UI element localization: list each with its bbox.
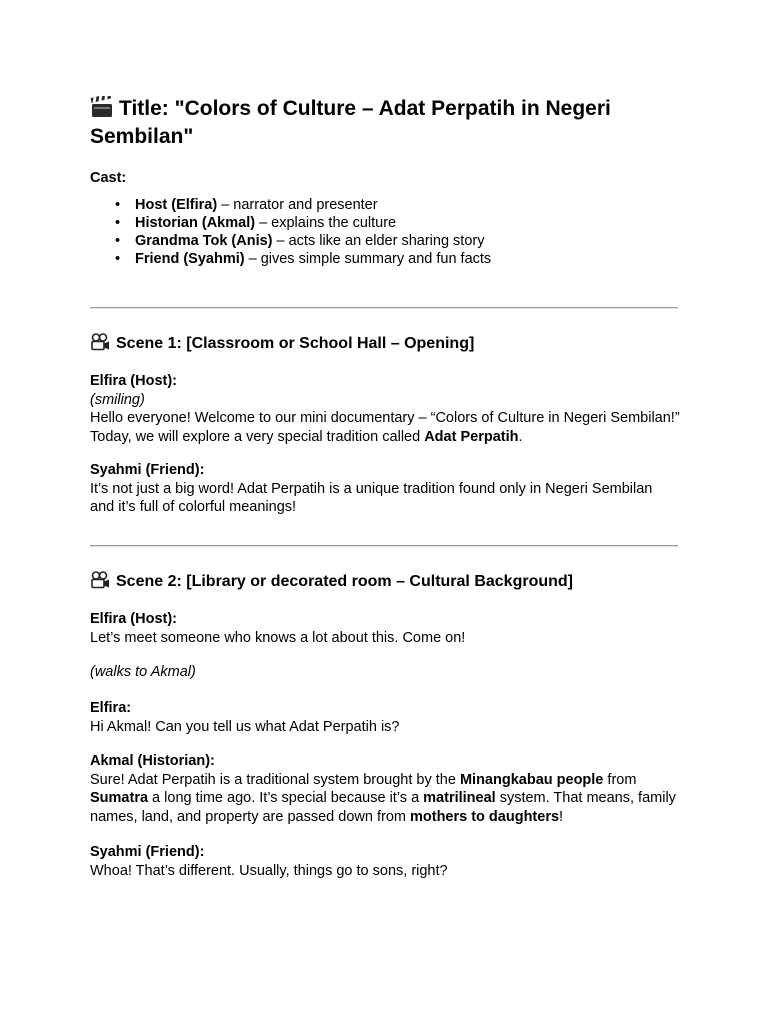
dialogue-syahmi-friend bbox=[90, 461, 680, 517]
speaker-label: Syahmi (Friend): bbox=[90, 462, 205, 478]
dialogue-text-part: system. That means, family names, land, and property are passed down from bbox=[90, 790, 676, 825]
cast-role: Grandma Tok (Anis) bbox=[135, 233, 273, 249]
speaker-label: Elfira: bbox=[90, 700, 132, 716]
clapperboard-icon bbox=[90, 96, 114, 118]
dialogue-text-part: from bbox=[603, 771, 637, 788]
bullet-icon: • bbox=[115, 251, 121, 267]
movie-camera-icon bbox=[90, 571, 110, 589]
dialogue-syahmi-friend bbox=[90, 843, 680, 880]
dialogue-text bbox=[90, 409, 680, 446]
cast-list bbox=[90, 196, 491, 268]
list-item bbox=[90, 232, 491, 250]
dialogue-bold-term: Adat Perpatih bbox=[424, 428, 519, 445]
bullet-icon: • bbox=[115, 233, 121, 249]
dialogue-text-part: ! bbox=[559, 808, 564, 825]
dialogue-bold-term: matrilineal bbox=[423, 790, 496, 806]
dialogue-bold-term: mothers to daughters bbox=[409, 808, 560, 825]
speaker-label: Elfira (Host): bbox=[90, 611, 177, 627]
cast-desc: – gives simple summary and fun facts bbox=[244, 251, 492, 267]
scene-2-heading-text: Scene 2: [Library or decorated room – Cultural Background] bbox=[116, 573, 573, 590]
scene-1-heading-text: Scene 1: [Classroom or School Hall – Opening] bbox=[116, 335, 475, 352]
dialogue-akmal-historian bbox=[90, 752, 680, 826]
scene-2-heading bbox=[90, 571, 573, 592]
title-text: Title: "Colors of Culture – Adat Perpatih in Negeri Sembilan" bbox=[90, 97, 611, 148]
bullet-icon: • bbox=[115, 197, 121, 213]
cast-desc: – explains the culture bbox=[255, 215, 397, 231]
dialogue-text-part: Sure! Adat Perpatih is a traditional system brought by the bbox=[90, 771, 460, 788]
scene-1-heading bbox=[90, 333, 474, 354]
cast-desc: – narrator and presenter bbox=[217, 197, 378, 213]
cast-role: Historian (Akmal) bbox=[135, 215, 256, 231]
dialogue-text: Hi Akmal! Can you tell us what Adat Perpatih is? bbox=[90, 718, 400, 735]
dialogue-text-part: a long time ago. It’s special because it’s a bbox=[148, 790, 424, 806]
cast-label: Cast: bbox=[90, 170, 127, 186]
dialogue-bold-term: Sumatra bbox=[90, 790, 149, 806]
horizontal-divider bbox=[90, 307, 678, 309]
stage-direction: (walks to Akmal) bbox=[90, 664, 196, 680]
dialogue-text: Whoa! That’s different. Usually, things go to sons, right? bbox=[90, 862, 448, 879]
dialogue-text: It’s not just a big word! Adat Perpatih is a unique tradition found only in Negeri Sembilan and it’s full of colorful meanings! bbox=[90, 480, 653, 515]
speaker-label: Syahmi (Friend): bbox=[90, 844, 205, 860]
speaker-label: Akmal (Historian): bbox=[90, 753, 215, 769]
dialogue-text: Let’s meet someone who knows a lot about this. Come on! bbox=[90, 629, 466, 646]
dialogue-elfira bbox=[90, 699, 680, 736]
list-item bbox=[90, 250, 491, 268]
movie-camera-icon bbox=[90, 333, 110, 351]
dialogue-text-part: Hello everyone! Welcome to our mini documentary – “Colors of Culture in Negeri Sembilan!” Today, we will explore a very special tradition called bbox=[90, 410, 680, 445]
dialogue-text-part: . bbox=[518, 428, 523, 445]
speaker-label: Elfira (Host): bbox=[90, 373, 177, 389]
cast-role: Host (Elfira) bbox=[135, 197, 218, 213]
bullet-icon: • bbox=[115, 215, 121, 231]
document-title bbox=[90, 95, 680, 151]
list-item bbox=[90, 214, 491, 232]
list-item bbox=[90, 196, 491, 214]
cast-role: Friend (Syahmi) bbox=[135, 251, 245, 267]
dialogue-text bbox=[90, 771, 680, 827]
horizontal-divider bbox=[90, 545, 678, 547]
cast-desc: – acts like an elder sharing story bbox=[272, 233, 485, 249]
dialogue-bold-term: Minangkabau people bbox=[459, 771, 604, 788]
stage-direction: (smiling) bbox=[90, 391, 145, 408]
dialogue-elfira-host bbox=[90, 372, 680, 446]
dialogue-elfira-host bbox=[90, 610, 680, 647]
